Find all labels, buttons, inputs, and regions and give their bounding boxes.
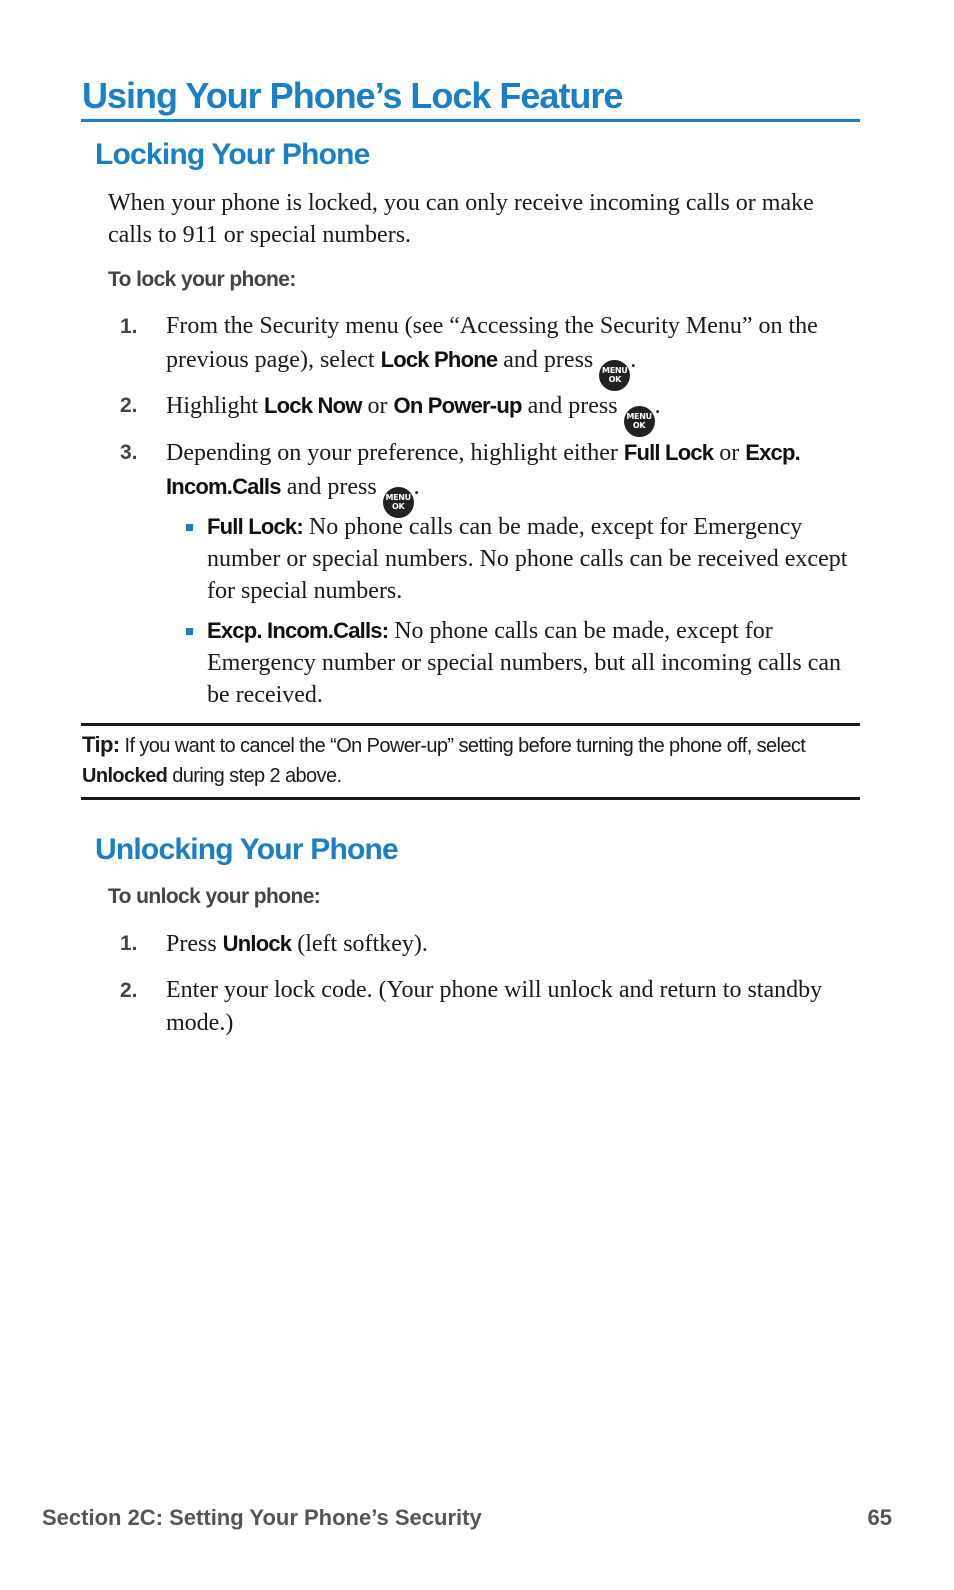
step-text-part: and press [521, 393, 624, 419]
bullet-square-icon [186, 524, 193, 531]
step-text-part: . [654, 393, 661, 419]
menu-ok-icon: MENU OK [624, 406, 655, 437]
tip-label: Tip: [82, 732, 120, 757]
step-text [166, 389, 860, 437]
step-text-part: Highlight [166, 393, 265, 419]
unlock-step-1 [120, 927, 860, 961]
lock-step-1 [120, 310, 860, 391]
bullet-text [207, 615, 856, 711]
bullet-square-icon [186, 628, 193, 635]
step-number: 1. [120, 932, 138, 955]
bullet-text [207, 511, 856, 607]
tip-keyword-unlocked: Unlocked [82, 765, 168, 787]
tip-bottom-rule [81, 797, 860, 800]
step-text [166, 310, 860, 391]
step-text-part: and press [497, 347, 600, 373]
bullet-full-lock [186, 511, 856, 607]
step-text-part: and press [280, 474, 383, 500]
keyword-lock-phone: Lock Phone [380, 347, 498, 372]
step-text-part: From the Security menu (see “Accessing the Security Menu” on the previous page), select [166, 313, 818, 373]
lock-step-3 [120, 436, 860, 518]
step-text-part: or [361, 393, 394, 419]
step-text-part: (left softkey). [291, 931, 428, 957]
keyword-lock-now: Lock Now [264, 393, 362, 418]
tip-text-part: during step 2 above. [167, 765, 342, 787]
step-text-part: . [630, 347, 637, 373]
step-number: 1. [120, 315, 138, 338]
keyword-on-power-up: On Power-up [393, 393, 522, 418]
keyword-full-lock: Full Lock [623, 440, 714, 465]
step-number: 3. [120, 441, 138, 464]
locking-heading: Locking Your Phone [95, 138, 370, 171]
keyword-unlock: Unlock [222, 931, 292, 956]
keyword-excp-incom-calls: Excp. Incom.Calls [166, 440, 800, 499]
page-title: Using Your Phone’s Lock Feature [82, 75, 623, 116]
bullet-excp-incom-calls [186, 615, 856, 711]
step-text-part: Press [166, 931, 223, 957]
menu-ok-icon: MENU OK [599, 360, 630, 391]
tip-text-part: If you want to cancel the “On Power-up” setting before turning the phone off, select [119, 735, 806, 757]
title-underline [81, 119, 860, 122]
step-number: 2. [120, 394, 138, 417]
unlocking-heading: Unlocking Your Phone [95, 833, 398, 866]
footer-page-number: 65 [867, 1505, 892, 1530]
step-text-part: or [713, 440, 746, 466]
bullet-keyword: Excp. Incom.Calls: [207, 618, 389, 643]
tip-top-rule [81, 723, 860, 726]
step-text-part: Depending on your preference, highlight either [166, 440, 624, 466]
unlock-step-2 [120, 974, 860, 1040]
step-text-part: . [413, 474, 420, 500]
bullet-description: No phone calls can be made, except for Emergency number or special numbers. No phone calls can be received except for special numbers. [207, 514, 848, 604]
menu-ok-icon: MENU OK [383, 487, 414, 518]
lock-steps-label: To lock your phone: [108, 268, 296, 291]
lock-step-2 [120, 389, 860, 437]
bullet-description: No phone calls can be made, except for Emergency number or special numbers, but all incoming calls can be received. [207, 618, 842, 708]
step-text: Enter your lock code. (Your phone will unlock and return to standby mode.) [166, 977, 823, 1036]
step-number: 2. [120, 979, 138, 1002]
step-text [166, 927, 860, 961]
locking-intro: When your phone is locked, you can only receive incoming calls or make calls to 911 or special numbers. [108, 190, 814, 248]
unlock-steps-label: To unlock your phone: [108, 885, 321, 908]
step-text [166, 436, 860, 518]
bullet-keyword: Full Lock: [207, 514, 303, 539]
tip-box [82, 730, 872, 791]
footer-section-title: Section 2C: Setting Your Phone’s Security [42, 1505, 482, 1530]
